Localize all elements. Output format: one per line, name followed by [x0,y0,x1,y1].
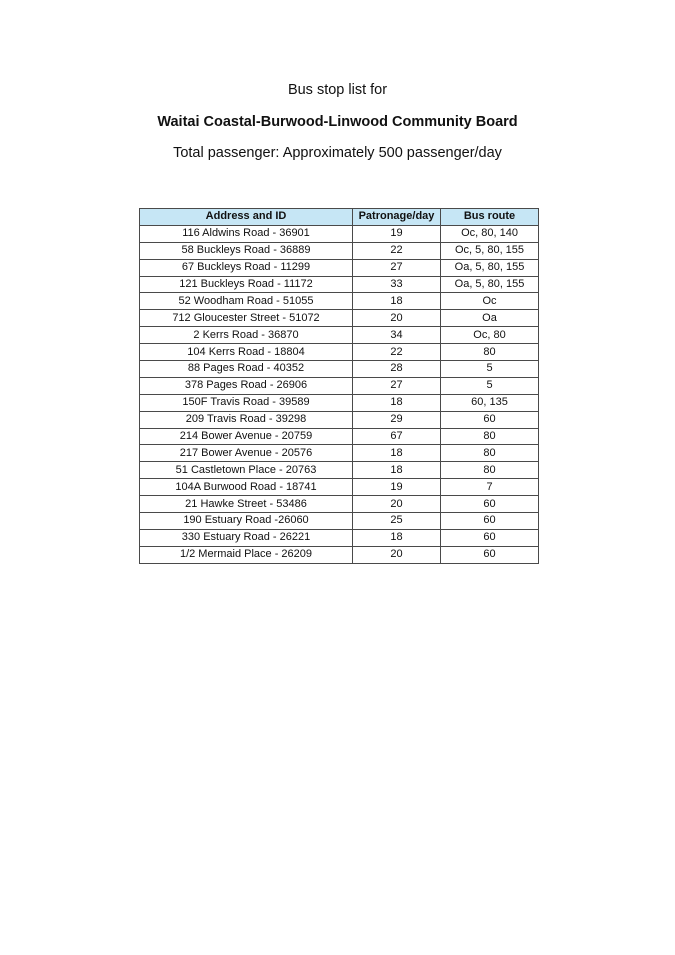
table-row [140,293,539,310]
table-row [140,361,539,378]
table-row [140,327,539,344]
table-row [140,445,539,462]
cell-bus-route: 5 [441,377,539,394]
cell-bus-route: 80 [441,428,539,445]
cell-patronage: 25 [353,513,441,530]
cell-address: 150F Travis Road - 39589 [140,394,353,411]
table-row [140,479,539,496]
cell-bus-route: Oc, 80 [441,327,539,344]
table-row [140,344,539,361]
cell-patronage: 19 [353,479,441,496]
table-header-row [140,209,539,226]
cell-patronage: 22 [353,344,441,361]
cell-patronage: 28 [353,361,441,378]
cell-patronage: 19 [353,225,441,242]
table-row [140,225,539,242]
cell-patronage: 33 [353,276,441,293]
table-row [140,310,539,327]
cell-bus-route: 60 [441,546,539,563]
cell-patronage: 27 [353,259,441,276]
cell-bus-route: 60 [441,411,539,428]
cell-patronage: 22 [353,242,441,259]
cell-patronage: 29 [353,411,441,428]
table-row [140,496,539,513]
cell-bus-route: Oc, 5, 80, 155 [441,242,539,259]
cell-patronage: 20 [353,546,441,563]
cell-address: 116 Aldwins Road - 36901 [140,225,353,242]
cell-bus-route: Oa [441,310,539,327]
cell-patronage: 18 [353,445,441,462]
cell-address: 378 Pages Road - 26906 [140,377,353,394]
cell-patronage: 67 [353,428,441,445]
cell-address: 2 Kerrs Road - 36870 [140,327,353,344]
cell-bus-route: 80 [441,344,539,361]
cell-bus-route: 60 [441,496,539,513]
cell-address: 121 Buckleys Road - 11172 [140,276,353,293]
cell-address: 1/2 Mermaid Place - 26209 [140,546,353,563]
table-row [140,259,539,276]
cell-address: 209 Travis Road - 39298 [140,411,353,428]
column-header-bus-route: Bus route [441,209,539,226]
table-row [140,276,539,293]
cell-address: 67 Buckleys Road - 11299 [140,259,353,276]
cell-patronage: 18 [353,462,441,479]
cell-bus-route: 5 [441,361,539,378]
cell-address: 21 Hawke Street - 53486 [140,496,353,513]
cell-patronage: 27 [353,377,441,394]
community-board-name: Waitai Coastal-Burwood-Linwood Community Board [157,114,518,130]
cell-bus-route: Oc, 80, 140 [441,225,539,242]
cell-patronage: 18 [353,293,441,310]
cell-patronage: 20 [353,496,441,513]
cell-patronage: 18 [353,394,441,411]
bus-stop-table [139,208,539,564]
table-row [140,513,539,530]
cell-patronage: 18 [353,529,441,546]
cell-address: 51 Castletown Place - 20763 [140,462,353,479]
cell-address: 104 Kerrs Road - 18804 [140,344,353,361]
cell-address: 88 Pages Road - 40352 [140,361,353,378]
cell-address: 712 Gloucester Street - 51072 [140,310,353,327]
cell-bus-route: 80 [441,462,539,479]
table-body [140,225,539,563]
cell-address: 58 Buckleys Road - 36889 [140,242,353,259]
column-header-address: Address and ID [140,209,353,226]
table-row [140,411,539,428]
cell-address: 52 Woodham Road - 51055 [140,293,353,310]
table-row [140,242,539,259]
document-title: Bus stop list for [287,82,388,98]
cell-bus-route: 80 [441,445,539,462]
column-header-patronage: Patronage/day [353,209,441,226]
cell-bus-route: 60, 135 [441,394,539,411]
cell-bus-route: 7 [441,479,539,496]
total-passenger-summary: Total passenger: Approximately 500 passenger/day [173,145,502,161]
cell-bus-route: 60 [441,529,539,546]
cell-bus-route: Oc [441,293,539,310]
cell-patronage: 20 [353,310,441,327]
cell-bus-route: 60 [441,513,539,530]
cell-address: 214 Bower Avenue - 20759 [140,428,353,445]
cell-bus-route: Oa, 5, 80, 155 [441,259,539,276]
table-row [140,377,539,394]
cell-address: 104A Burwood Road - 18741 [140,479,353,496]
cell-address: 330 Estuary Road - 26221 [140,529,353,546]
cell-bus-route: Oa, 5, 80, 155 [441,276,539,293]
cell-address: 190 Estuary Road -26060 [140,513,353,530]
table-row [140,529,539,546]
table-row [140,462,539,479]
table-row [140,394,539,411]
cell-patronage: 34 [353,327,441,344]
table-row [140,428,539,445]
cell-address: 217 Bower Avenue - 20576 [140,445,353,462]
table-row [140,546,539,563]
